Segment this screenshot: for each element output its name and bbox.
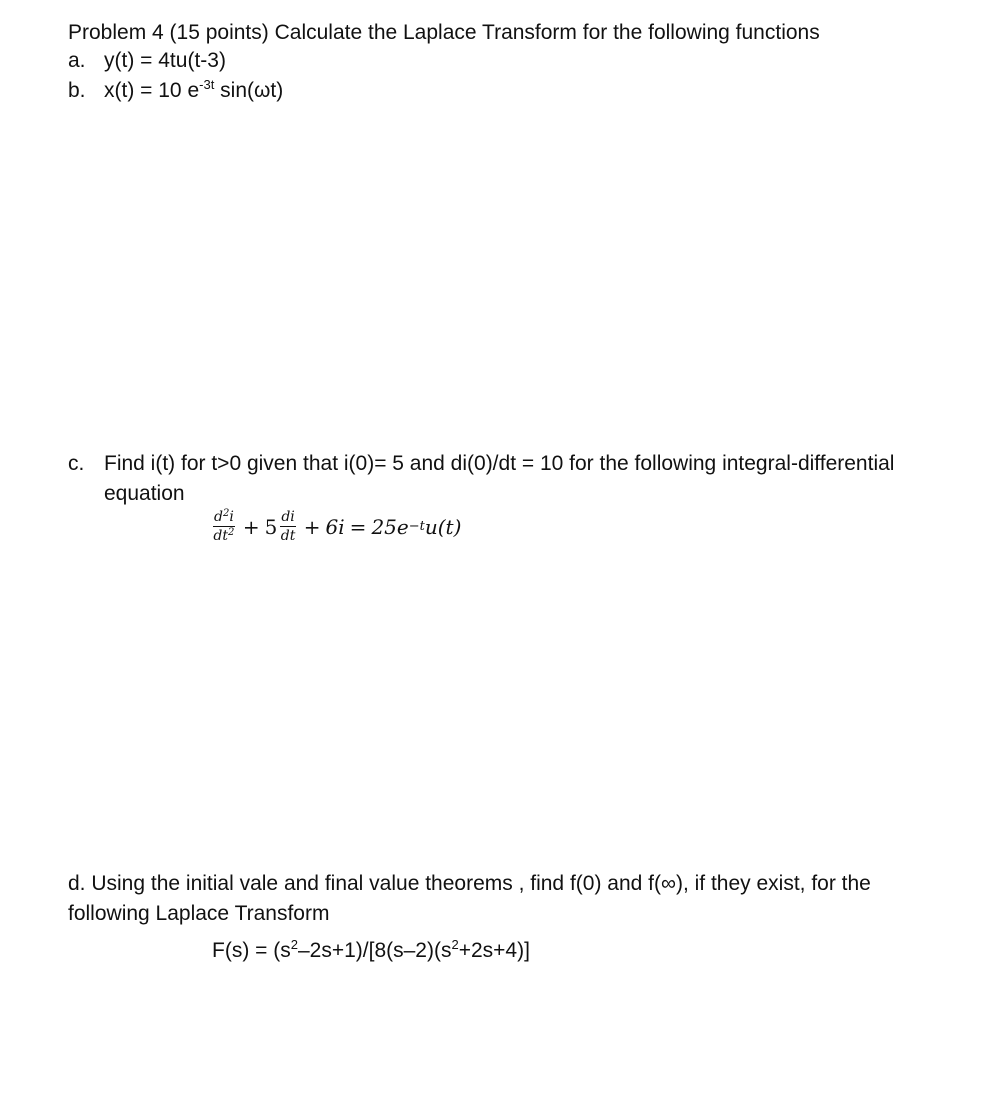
frac1-den-sup: 2	[228, 527, 235, 538]
frac-d2i-dt2	[213, 510, 235, 543]
frac2-num: di	[281, 509, 295, 525]
equals-sign: =	[349, 514, 367, 539]
part-c	[68, 453, 894, 474]
rhs-tail: u(t)	[424, 514, 462, 539]
part-b-text-before: x(t) = 10 e	[104, 79, 200, 102]
frac2-den: dt	[280, 528, 296, 544]
part-b-label: b.	[68, 79, 86, 102]
formula-prefix: F(s) = (s	[212, 939, 291, 962]
frac1-num-var: i	[229, 509, 234, 525]
part-c-line1: Find i(t) for t>0 given that i(0)= 5 and di(0)/dt = 10 for the following integral-differential	[104, 452, 895, 475]
formula-sup-2: 2	[451, 937, 459, 952]
rhs-coef: 25e	[371, 514, 409, 539]
frac1-den: dt	[213, 528, 229, 544]
frac-di-dt	[280, 510, 295, 543]
part-d-line1: d. Using the initial vale and final value theorems , find f(0) and f(∞), if they exist, for the	[68, 872, 871, 895]
part-a-text: y(t) = 4tu(t-3)	[104, 49, 226, 72]
plus-2: +	[303, 514, 321, 539]
plus-1: +	[242, 514, 260, 539]
part-b-exponent: -3t	[199, 77, 215, 92]
term-6i: 6i	[325, 514, 345, 539]
problem-header: Problem 4 (15 points) Calculate the Laplace Transform for the following functions	[68, 21, 820, 44]
part-c-line2: equation	[104, 482, 185, 505]
frac1-num-d: d	[214, 509, 223, 525]
part-a	[68, 50, 226, 71]
part-c-label: c.	[68, 452, 85, 475]
frac1-num-sup: 2	[222, 508, 230, 519]
coef-5: 5	[264, 514, 278, 539]
differential-equation: $\frac{d^2i}{dt^2}$ + 5 $\frac{di}{dt}$ + 6i = 25e −t u(t)	[213, 508, 462, 544]
part-d-line2: following Laplace Transform	[68, 902, 330, 925]
formula-suffix: +2s+4)]	[458, 939, 530, 962]
formula-mid: –2s+1)/[8(s–2)(s	[297, 939, 452, 962]
part-b	[68, 77, 284, 102]
formula-sup-1: 2	[290, 937, 298, 952]
part-b-text-after: sin(ωt)	[214, 79, 284, 102]
laplace-formula	[212, 937, 530, 962]
part-a-label: a.	[68, 49, 86, 72]
